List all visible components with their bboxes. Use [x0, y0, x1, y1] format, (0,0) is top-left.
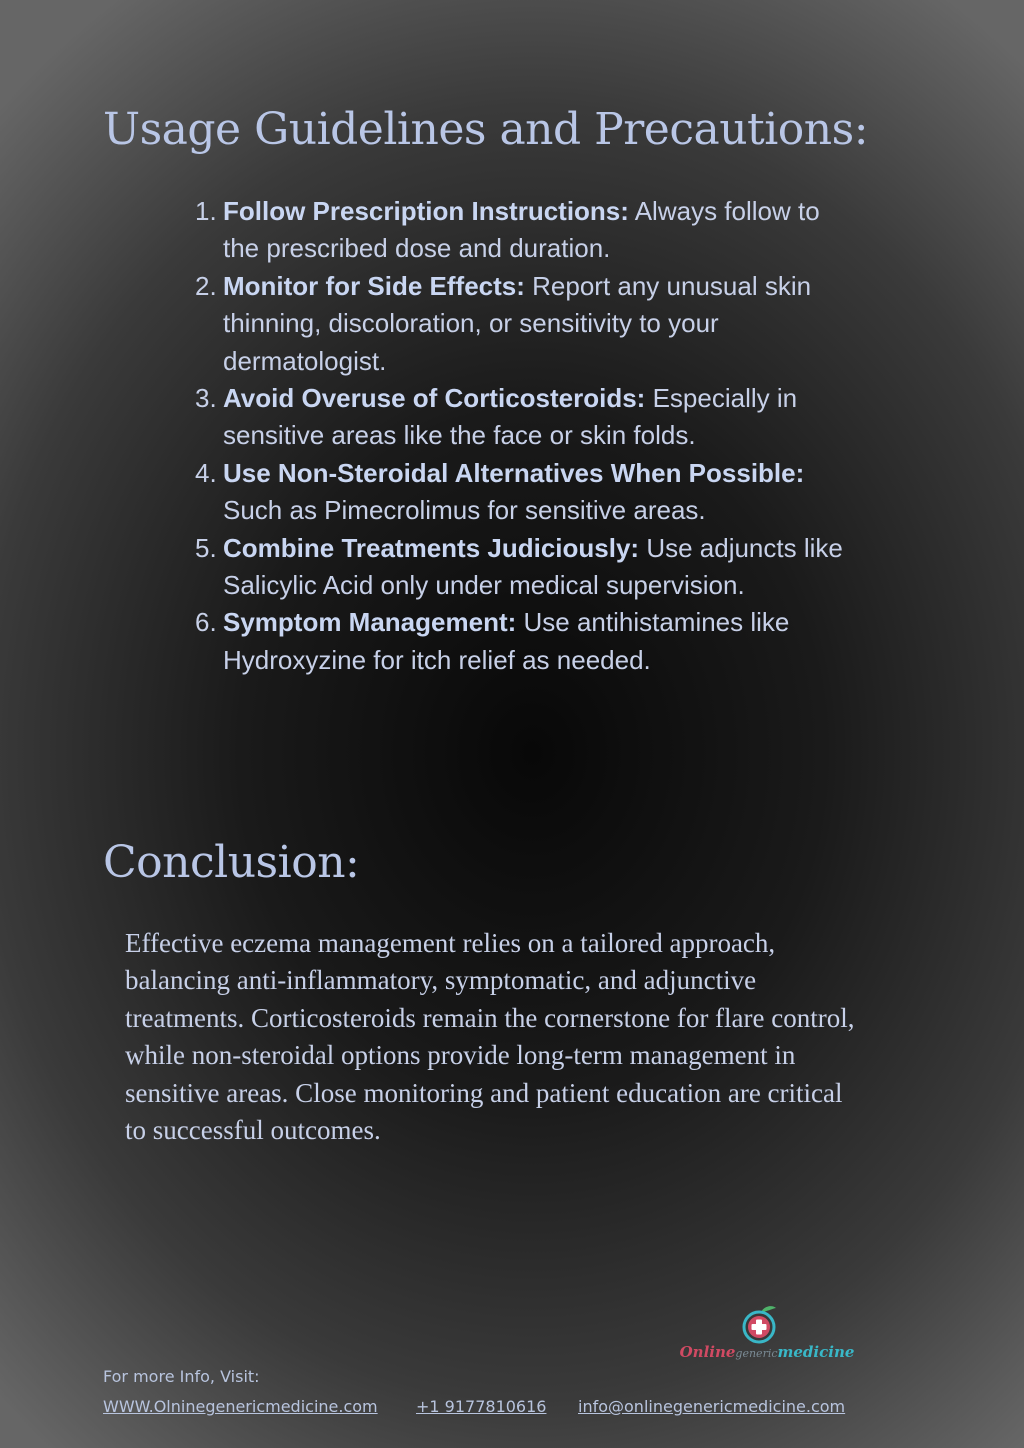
list-item-number: 4.	[195, 457, 217, 488]
list-item	[195, 455, 860, 530]
list-item-title: Monitor for Side Effects:	[223, 270, 525, 301]
list-item	[195, 380, 860, 455]
list-item-number: 6.	[195, 607, 217, 638]
list-item	[195, 193, 860, 268]
footer	[103, 1364, 883, 1416]
guidelines-list	[195, 193, 860, 679]
website-link[interactable]: WWW.Olninegenericmedicine.com	[103, 1397, 378, 1416]
conclusion-heading: Conclusion:	[103, 837, 360, 888]
list-item-text: Especially in sensitive areas like the face or skin folds.	[223, 383, 798, 451]
list-item-number: 1.	[195, 196, 217, 226]
brand-logo	[672, 1305, 862, 1367]
medical-cross-leaf-icon	[740, 1305, 780, 1345]
list-item-number: 2.	[195, 270, 217, 301]
usage-guidelines-heading: Usage Guidelines and Precautions:	[103, 104, 869, 155]
logo-wordmark: Onlinegenericmedicine	[679, 1343, 855, 1361]
list-item	[195, 604, 860, 679]
conclusion-paragraph: Effective eczema management relies on a tailored approach, balancing anti-inflammatory, symptomatic, and adjunctive treatments. Corticosteroids remain the cornerstone for flare control, while non-steroidal options provide long-term management in sensitive areas. Close monitoring and patient education are critical to successful outcomes.	[125, 928, 855, 1146]
list-item-number: 3.	[195, 383, 217, 414]
list-item-title: Use Non-Steroidal Alternatives When Possible:	[223, 457, 805, 488]
list-item-title: Symptom Management:	[223, 607, 517, 638]
footer-label: For more Info, Visit:	[103, 1367, 260, 1386]
list-item-text: Such as Pimecrolimus for sensitive areas.	[223, 495, 706, 526]
list-item-text: Use adjuncts like Salicylic Acid only under medical supervision.	[223, 532, 843, 601]
list-item	[195, 530, 860, 605]
list-item-title: Avoid Overuse of Corticosteroids:	[223, 383, 646, 414]
list-item-text: Use antihistamines like Hydroxyzine for itch relief as needed.	[223, 607, 790, 675]
email-link[interactable]: info@onlinegenericmedicine.com	[578, 1397, 846, 1416]
list-item	[195, 268, 860, 380]
list-item-number: 5.	[195, 532, 217, 563]
list-item-title: Follow Prescription Instructions:	[223, 196, 629, 226]
list-item-text: Report any unusual skin thinning, discoloration, or sensitivity to your dermatologist.	[223, 270, 812, 376]
list-item-title: Combine Treatments Judiciously:	[223, 532, 640, 563]
phone-link[interactable]: +1 9177810616	[416, 1397, 547, 1416]
list-item-text: Always follow to the prescribed dose and duration.	[223, 196, 820, 264]
